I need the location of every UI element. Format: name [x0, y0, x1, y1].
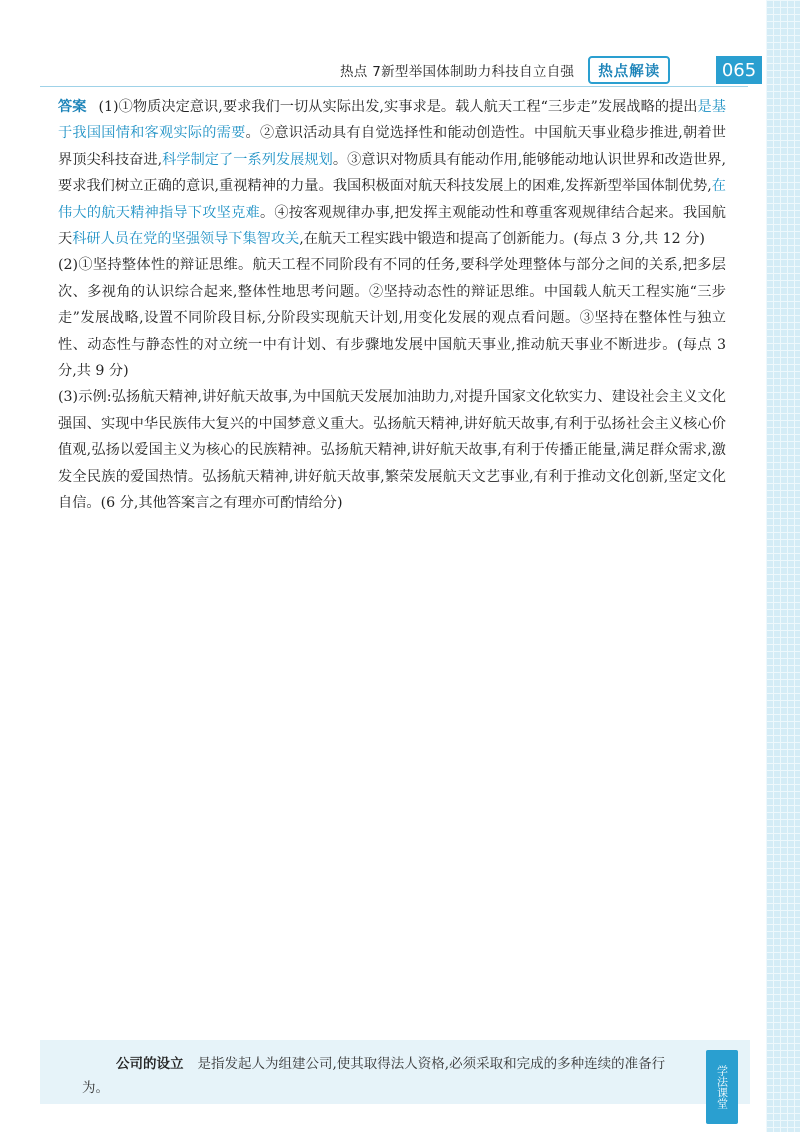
section-badge: [588, 56, 670, 84]
answer-label: 答案: [58, 99, 87, 115]
side-tab: 学法课堂: [706, 1050, 738, 1124]
answer-text-segment: 。③意识对物质具有能动作用,能够能动地认识世界和改造世界,要求我们树立正确的意识,重视精神的力量。我国积极面对航天科技发展上的困难,发挥新型举国体制优势,: [58, 151, 726, 195]
answer-part-1-body: [58, 99, 726, 247]
footer-definition: 是指发起人为组建公司,使其取得法人资格,必须采取和完成的多种连续的准备行为。: [82, 1056, 666, 1096]
badge-label: 热点解读: [598, 63, 661, 80]
answer-part-1: [58, 94, 726, 252]
answer-part-2: (2)①坚持整体性的辩证思维。航天工程不同阶段有不同的任务,要科学处理整体与部分之间的关系,把多层次、多视角的认识综合起来,整体性地思考问题。②坚持动态性的辩证思维。中国载人航天工程实施“三步走”发展战略,设置不同阶段目标,分阶段实现航天计划,用变化发展的观点看问题。③坚持在整体性与独立性、动态性与静态性的对立统一中有计划、有步骤地发展中国航天事业,推动航天事业不断进步。(每点 3 分,共 9 分): [58, 257, 726, 380]
section-topic: 新型举国体制助力科技自立自强: [381, 64, 575, 80]
section-label: 热点 7: [340, 64, 382, 80]
answer-text-segment: 。④按客观规律办事,把发挥主观能动性和尊重客观规律结合起来。我国航天: [58, 204, 726, 248]
page-number: 065: [716, 56, 762, 84]
page-header: [340, 56, 670, 84]
answer-section: [58, 94, 726, 517]
header-divider: [40, 86, 748, 87]
answer-part-3: (3)示例:弘扬航天精神,讲好航天故事,为中国航天发展加油助力,对提升国家文化软实力、建设社会主义文化强国、实现中华民族伟大复兴的中国梦意义重大。弘扬航天精神,讲好航天故事,有利于弘扬社会主义核心价值观,弘扬以爱国主义为核心的民族精神。弘扬航天精神,讲好航天故事,有利于传播正能量,满足群众需求,激发全民族的爱国热情。弘扬航天精神,讲好航天故事,繁荣发展航天文艺事业,有利于推动文化创新,坚定文化自信。(6 分,其他答案言之有理亦可酌情给分): [58, 389, 726, 512]
highlighted-phrase: 科研人员在党的坚强领导下集智攻关: [72, 231, 300, 248]
highlighted-phrase: 在伟大的航天精神指导下攻坚克难: [58, 178, 726, 221]
highlighted-phrase: 是基于我国国情和客观实际的需要: [58, 99, 726, 142]
answer-text-segment: ,在航天工程实践中锻造和提高了创新能力。(每点 3 分,共 12 分): [299, 231, 705, 248]
footer-term: 公司的设立: [116, 1056, 184, 1072]
decorative-side-stripe: [766, 0, 800, 1132]
answer-text-segment: 。②意识活动具有自觉选择性和能动创造性。中国航天事业稳步推进,朝着世界顶尖科技奋进,: [58, 125, 726, 168]
answer-text-segment: (1)①物质决定意识,要求我们一切从实际出发,实事求是。载人航天工程“三步走”发展战略的提出: [98, 99, 698, 115]
highlighted-phrase: 科学制定了一系列发展规划: [162, 151, 333, 168]
footer-definition-box: [82, 1052, 682, 1100]
